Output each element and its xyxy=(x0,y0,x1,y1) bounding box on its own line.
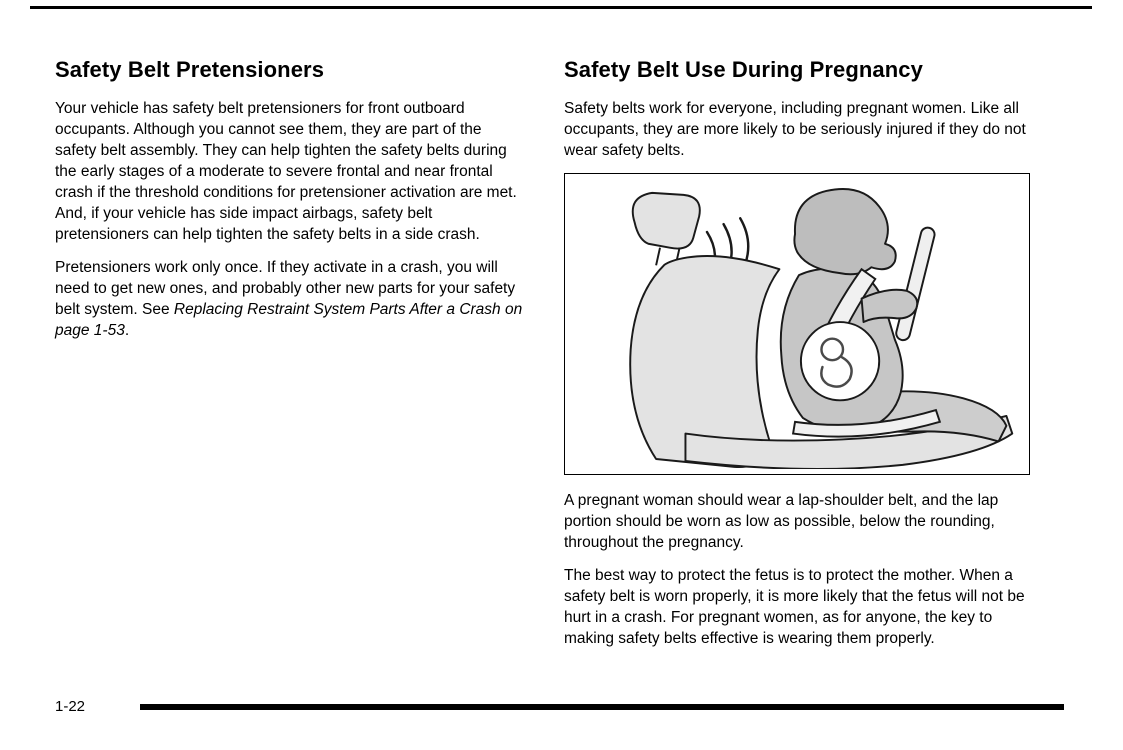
section-heading-pregnancy: Safety Belt Use During Pregnancy xyxy=(564,57,923,82)
paragraph-text: Pretensioners work only once. If they activate in a crash, you will need to get new ones, and probably other new parts for your safety belt system. See xyxy=(55,259,516,318)
page-number: 1-22 xyxy=(55,698,86,715)
top-rule xyxy=(30,6,1092,9)
pregnancy-paragraph-1: Safety belts work for everyone, including pregnant women. Like all occupants, they are more likely to be seriously injured if they do not wear safety belts. xyxy=(564,100,1026,159)
pretensioners-paragraph-1: Your vehicle has safety belt pretensioners for front outboard occupants. Although you cannot see them, they are part of the safety belt assembly. They can help tighten the safety belts during the early stages of a moderate to severe frontal and near frontal crash if the threshold conditions for pretensioner activation are met. And, if your vehicle has side impact airbags, safety belt pretensioners can help tighten the safety belts in a side crash. xyxy=(55,100,517,243)
right-column xyxy=(564,57,1032,661)
steering-column xyxy=(895,226,936,341)
footer-rule xyxy=(140,704,1064,710)
section-heading-pretensioners: Safety Belt Pretensioners xyxy=(55,57,325,82)
occupant-arm xyxy=(862,290,918,322)
pretensioners-paragraph-2 xyxy=(55,257,527,341)
pregnancy-paragraph-3: The best way to protect the fetus is to protect the mother. When a safety belt is worn properly, it is more likely that the fetus will not be hurt in a crash. For pregnant women, as for anyone, the key to making safety belts effective is wearing them properly. xyxy=(564,567,1025,647)
belly-cutaway-fetus xyxy=(801,322,879,400)
pregnancy-paragraph-2: A pregnant woman should wear a lap-shoulder belt, and the lap portion should be worn as low as possible, below the rounding, throughout the pregnancy. xyxy=(564,492,999,551)
pregnant-woman-seatbelt-illustration xyxy=(564,173,1030,475)
left-column xyxy=(55,57,527,353)
paragraph-text: . xyxy=(124,322,130,339)
illustration-svg xyxy=(570,179,1024,469)
cross-reference: Replacing Restraint System Parts After a Crash on page 1-53 xyxy=(55,301,523,339)
